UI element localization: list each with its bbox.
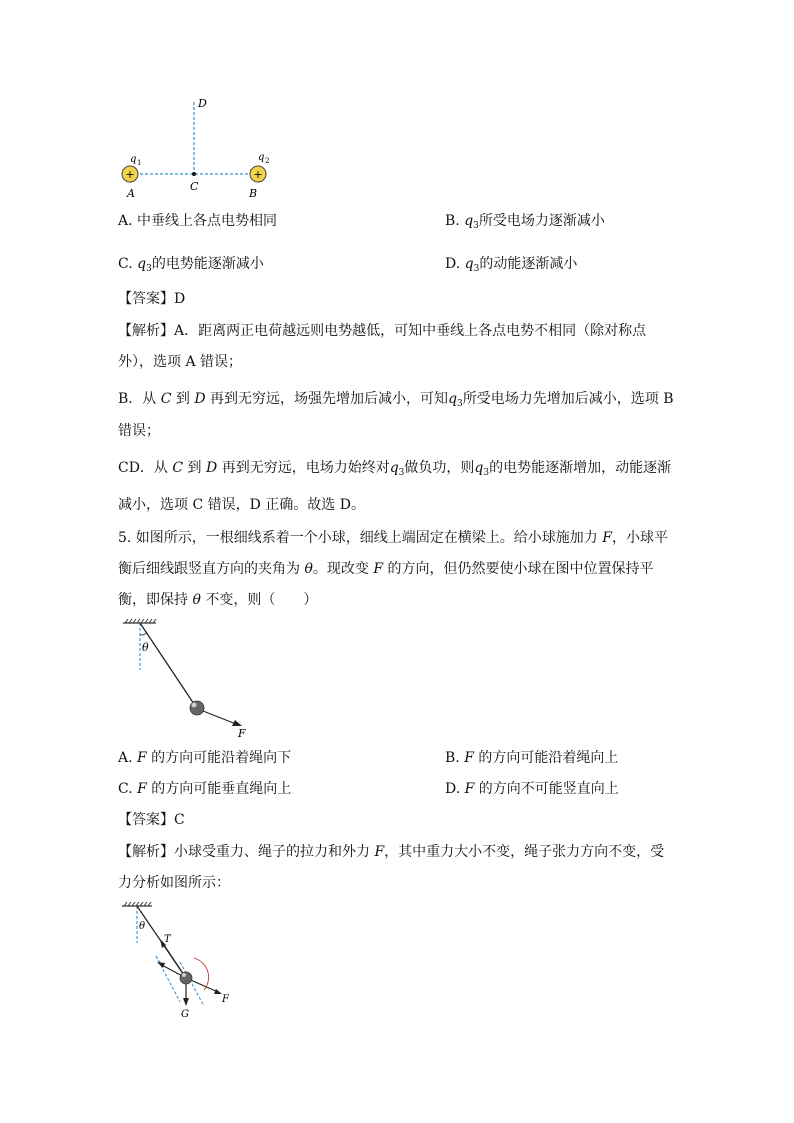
q5-analysis-1: 【解析】小球受重力、绳子的拉力和外力 F，其中重力大小不变，绳子张力方向不变，受 (118, 844, 665, 860)
q4-analysis-6: 减小，选项 C 错误，D 正确。故选 D。 (118, 497, 365, 513)
q5-answer: 【答案】C (118, 812, 185, 828)
F-label: F (222, 994, 229, 1005)
F-label: F (238, 727, 246, 740)
tension-T (162, 942, 186, 978)
label-B: B (249, 187, 258, 200)
gravity-G-arrowhead (183, 998, 189, 1006)
plus-q2: + (253, 168, 263, 181)
T-label: T (164, 934, 171, 945)
label-D: D (198, 97, 207, 110)
ball-highlight (182, 973, 186, 977)
label-q1: q (130, 154, 137, 165)
q5-stem-2: 衡后细线跟竖直方向的夹角为 θ。现改变 F 的方向，但仍然要使小球在图中位置保持平 (118, 561, 654, 577)
figure-charges (110, 92, 290, 202)
plus-q1: + (125, 168, 135, 181)
figure-pendulum (118, 615, 268, 740)
q4-option-a: A. 中垂线上各点电势相同 (118, 213, 278, 229)
q5-option-a: A. F 的方向可能沿着绳向下 (118, 750, 292, 766)
label-q2: q (258, 152, 265, 163)
q4-option-b: B. $q_3$所受电场力逐渐减小 (445, 213, 605, 231)
q4-option-d: D. $q_3$的动能逐渐减小 (445, 256, 578, 274)
q4-analysis-2: 外），选项 A 错误； (118, 354, 243, 370)
q4-analysis-1: 【解析】A．距离两正电荷越远则电势越低，可知中垂线上各点电势不相同（除对称点 (118, 323, 647, 339)
q5-stem-1: 5. 如图所示，一根细线系着一个小球，细线上端固定在横梁上。给小球施加力 F，小球平 (118, 530, 668, 546)
ball (180, 972, 192, 984)
figure-force-analysis (118, 898, 248, 1023)
ball (190, 701, 204, 715)
force-F-perp-arrowhead (157, 962, 165, 968)
label-q1-sub: 1 (137, 159, 142, 167)
q4-option-c: C. $q_3$的电势能逐渐减小 (118, 256, 264, 274)
theta-label: θ (139, 921, 146, 932)
force-F-arrowhead (232, 720, 242, 726)
q5-option-c: C. F 的方向可能垂直绳向上 (118, 781, 292, 797)
label-q2-sub: 2 (265, 157, 270, 165)
q4-analysis-3: B．从 C 到 D 再到无穷远，场强先增加后减小，可知$q_3$所受电场力先增加后减小，选项 B (118, 391, 674, 409)
q5-stem-3: 衡，即保持 θ 不变，则（ ） (118, 592, 318, 608)
force-F (198, 709, 236, 724)
q4-analysis-5: CD．从 C 到 D 再到无穷远，电场力始终对$q_3$做负功，则$q_3$的电势能逐渐增加，动能逐渐 (118, 460, 672, 478)
q4-analysis-4: 错误； (118, 423, 160, 439)
q5-analysis-2: 力分析如图所示： (118, 875, 230, 891)
G-label: G (181, 1009, 189, 1020)
point-C (192, 172, 196, 176)
theta-arc (140, 633, 147, 635)
q5-option-b: B. F 的方向可能沿着绳向上 (445, 750, 619, 766)
q4-answer: 【答案】D (118, 291, 186, 307)
q5-option-d: D. F 的方向不可能竖直向上 (445, 781, 619, 797)
string (140, 623, 196, 707)
theta-label: θ (142, 641, 149, 654)
label-C: C (190, 180, 199, 193)
ball-highlight (192, 703, 197, 708)
force-F-arrowhead (214, 989, 222, 994)
label-A: A (127, 187, 135, 200)
